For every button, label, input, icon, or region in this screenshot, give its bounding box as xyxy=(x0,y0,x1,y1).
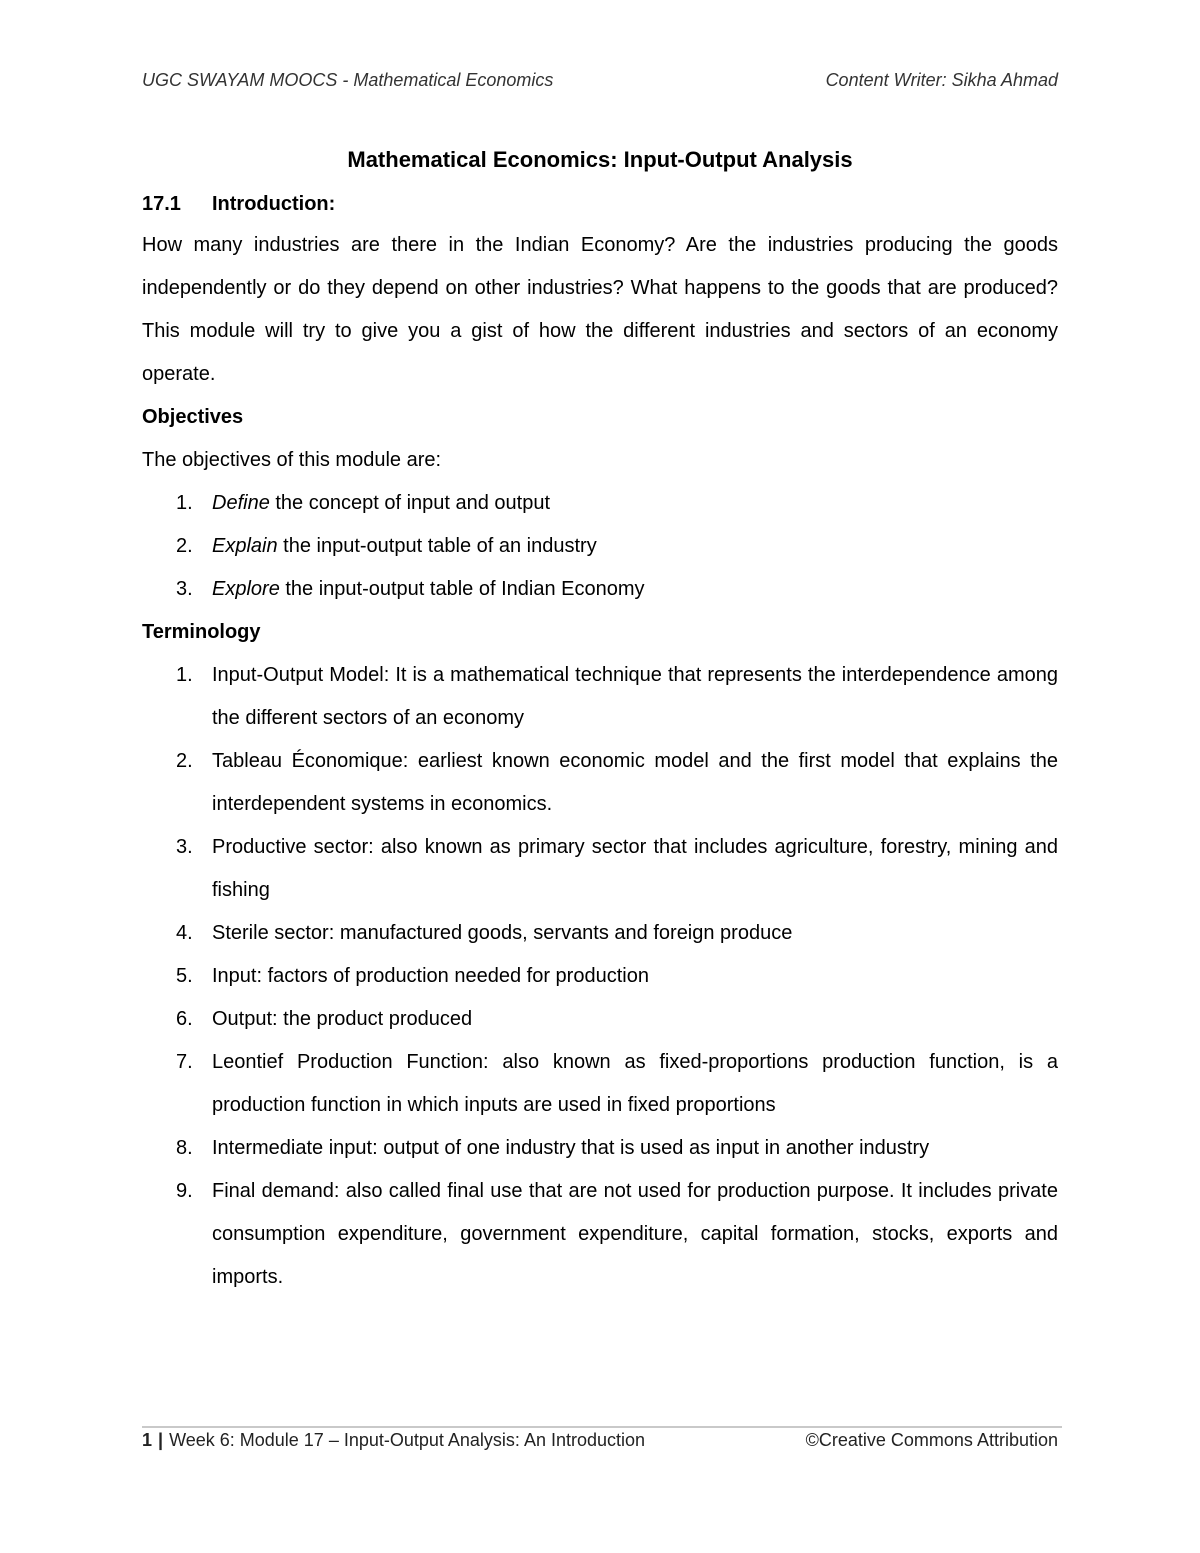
item-number: 1. xyxy=(176,492,193,514)
term-item xyxy=(142,955,1058,998)
footer-divider xyxy=(142,1426,1062,1428)
term-text: Tableau Économique: earliest known economic model and the first model that explains the interdependent systems in economics. xyxy=(212,750,1058,815)
term-text: Productive sector: also known as primary sector that includes agriculture, forestry, mining and fishing xyxy=(212,836,1058,901)
objective-item xyxy=(142,482,1058,525)
introduction-paragraph: How many industries are there in the Indian Economy? Are the industries producing the goods independently or do they depend on other industries? What happens to the goods that are produced? This module will try to give you a gist of how the different industries and sectors of an economy operate. xyxy=(142,234,1058,385)
objective-text: the concept of input and output xyxy=(269,492,551,514)
objective-text: the input-output table of Indian Economy xyxy=(279,578,645,600)
item-number: 7. xyxy=(176,1051,193,1073)
header-course-title: UGC SWAYAM MOOCS - Mathematical Economics xyxy=(142,70,554,90)
term-item xyxy=(142,912,1058,955)
term-text: Input-Output Model: It is a mathematical technique that represents the interdependence among the different sectors of an economy xyxy=(212,664,1058,729)
term-item xyxy=(142,826,1058,912)
item-number: 8. xyxy=(176,1137,193,1159)
term-item xyxy=(142,740,1058,826)
objective-verb: Explain xyxy=(212,535,278,557)
term-text: Input: factors of production needed for production xyxy=(212,965,649,987)
footer-license: ©Creative Commons Attribution xyxy=(805,1430,1058,1450)
term-text: Leontief Production Function: also known as fixed-proportions production function, is a production function in which inputs are used in fixed proportions xyxy=(212,1051,1058,1116)
item-number: 1. xyxy=(176,664,193,686)
term-item xyxy=(142,1170,1058,1299)
footer-separator: | xyxy=(158,1430,164,1450)
objective-text: the input-output table of an industry xyxy=(277,535,597,557)
page-number: 1 xyxy=(142,1430,153,1450)
footer-module-title: Week 6: Module 17 – Input-Output Analysis: An Introduction xyxy=(169,1430,646,1450)
terminology-list xyxy=(142,654,1058,1299)
term-text: Final demand: also called final use that are not used for production purpose. It includes private consumption expenditure, government expenditure, capital formation, stocks, exports and imports. xyxy=(212,1180,1058,1288)
item-number: 4. xyxy=(176,922,193,944)
term-text: Intermediate input: output of one industry that is used as input in another industry xyxy=(212,1137,930,1159)
term-text: Sterile sector: manufactured goods, servants and foreign produce xyxy=(212,922,793,944)
item-number: 5. xyxy=(176,965,193,987)
objectives-intro: The objectives of this module are: xyxy=(142,449,442,471)
section-heading xyxy=(142,184,1058,224)
document-title: Mathematical Economics: Input-Output Analysis xyxy=(347,147,853,172)
objective-item xyxy=(142,568,1058,611)
item-number: 6. xyxy=(176,1008,193,1030)
page-header xyxy=(142,70,1058,91)
section-title: Introduction: xyxy=(212,193,336,215)
term-item xyxy=(142,998,1058,1041)
term-item xyxy=(142,1127,1058,1170)
objectives-heading: Objectives xyxy=(142,406,244,428)
section-number: 17.1 xyxy=(142,193,181,215)
item-number: 2. xyxy=(176,750,193,772)
item-number: 2. xyxy=(176,535,193,557)
footer-left xyxy=(142,1430,645,1451)
objective-item xyxy=(142,525,1058,568)
objectives-list xyxy=(142,482,1058,611)
term-item xyxy=(142,1041,1058,1127)
header-content-writer: Content Writer: Sikha Ahmad xyxy=(825,70,1058,90)
page-footer xyxy=(142,1430,1058,1451)
page-content xyxy=(142,140,1058,1299)
objective-verb: Explore xyxy=(212,578,280,600)
item-number: 9. xyxy=(176,1180,193,1202)
item-number: 3. xyxy=(176,836,193,858)
term-item xyxy=(142,654,1058,740)
terminology-heading: Terminology xyxy=(142,621,261,643)
objective-verb: Define xyxy=(212,492,270,514)
item-number: 3. xyxy=(176,578,193,600)
term-text: Output: the product produced xyxy=(212,1008,473,1030)
